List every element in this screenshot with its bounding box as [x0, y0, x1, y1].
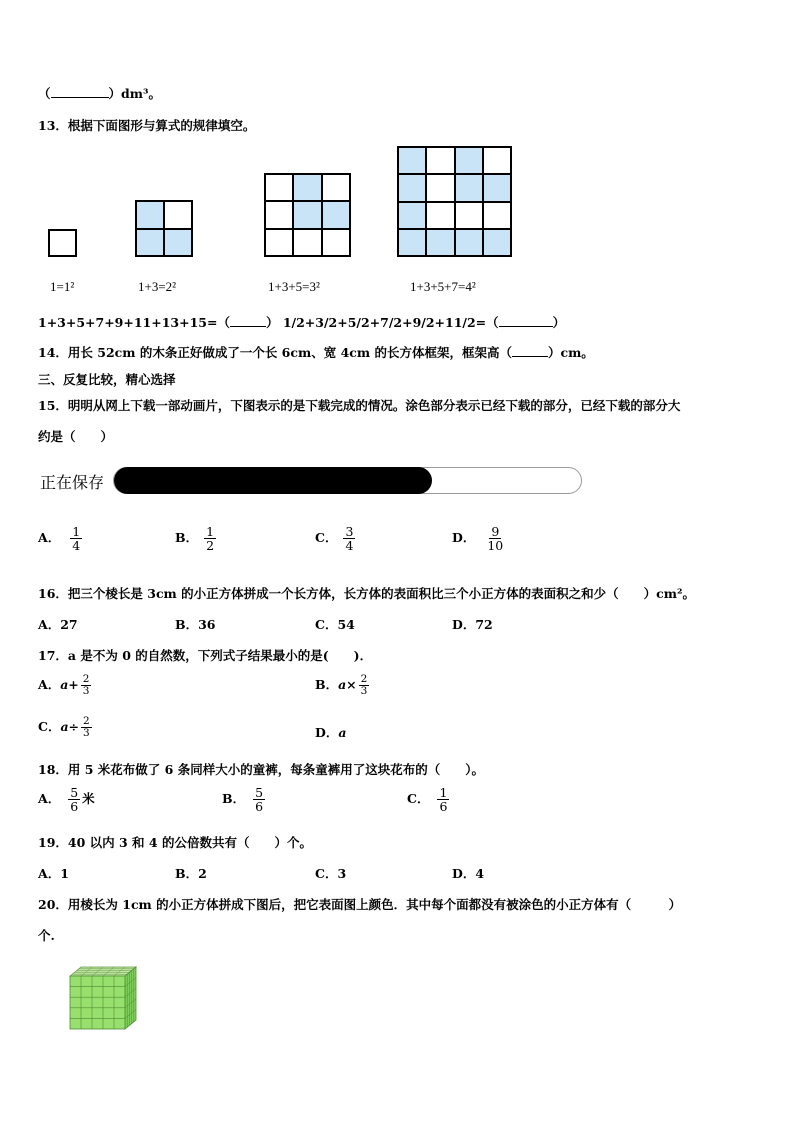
- q17-option-c[interactable]: C．a÷ $\frac{2}{3}$: [38, 715, 90, 740]
- q15-option-c[interactable]: C． $\frac{3}{4}$: [315, 524, 354, 554]
- q16-option-a[interactable]: A．27: [38, 617, 78, 632]
- square-3x3-figure: [264, 173, 351, 257]
- q17-option-a[interactable]: A．a+ $\frac{2}{3}$: [38, 673, 90, 698]
- q16-option-c[interactable]: C．54: [315, 617, 355, 632]
- answer-blank-half-sum[interactable]: [499, 326, 553, 327]
- q17-option-d[interactable]: D．a: [315, 725, 347, 740]
- question-15-line1: 15．明明从网上下载一部动画片，下图表示的是下载完成的情况。涂色部分表示已经下载的部分，已经下载的部分大: [38, 398, 681, 413]
- saving-label: 正在保存: [40, 473, 105, 492]
- q15-option-d[interactable]: D． $\frac{9}{10}$: [452, 524, 504, 554]
- question-15-line2: 约是（ ）: [38, 429, 114, 444]
- answer-blank-height[interactable]: [512, 356, 548, 357]
- q15-option-b[interactable]: B． $\frac{1}{2}$: [175, 524, 215, 554]
- q18-option-a[interactable]: A． $\frac{5}{6}$ 米: [38, 785, 95, 815]
- question-14: 14．用长 52cm 的木条正好做成了一个长 6cm、宽 4cm 的长方体框架，框架高（ ）cm。: [38, 345, 594, 360]
- q18-option-c[interactable]: C． $\frac{1}{6}$: [407, 785, 448, 815]
- answer-line-dm3: （ ）dm³。: [38, 86, 161, 101]
- question-20-line2: 个.: [38, 928, 55, 943]
- q19-option-a[interactable]: A．1: [38, 866, 69, 881]
- answer-blank[interactable]: [51, 97, 109, 98]
- cube-figure: [66, 964, 138, 1032]
- q18-option-b[interactable]: B． $\frac{5}{6}$: [222, 785, 264, 815]
- q16-option-d[interactable]: D．72: [452, 617, 493, 632]
- q19-option-d[interactable]: D．4: [452, 866, 485, 881]
- equation-3: 1+3+5=3²: [268, 279, 320, 294]
- answer-blank-sum[interactable]: [230, 326, 266, 327]
- equation-1: 1=1²: [50, 279, 75, 294]
- q19-option-b[interactable]: B．2: [175, 866, 207, 881]
- q19-option-c[interactable]: C．3: [315, 866, 347, 881]
- equation-4: 1+3+5+7=4²: [410, 279, 476, 294]
- question-18: 18．用 5 米花布做了 6 条同样大小的童裤，每条童裤用了这块花布的（ ）。: [38, 762, 484, 777]
- square-2x2-figure: [135, 200, 193, 257]
- q13-fill-line: 1+3+5+7+9+11+13+15=（ ） 1/2+3/2+5/2+7/2+9/2+11/2=（ ）: [38, 315, 566, 330]
- q17-option-b[interactable]: B．a× $\frac{2}{3}$: [315, 673, 368, 698]
- q16-option-b[interactable]: B．36: [175, 617, 216, 632]
- equation-2: 1+3=2²: [138, 279, 177, 294]
- download-progress-bar: [113, 467, 582, 494]
- question-17: 17．a 是不为 0 的自然数，下列式子结果最小的是( )．: [38, 648, 373, 663]
- section-heading-3: 三、反复比较，精心选择: [38, 372, 176, 387]
- question-16: 16．把三个棱长是 3cm 的小正方体拼成一个长方体，长方体的表面积比三个小正方体的表面积之和少（ ）cm²。: [38, 586, 695, 601]
- square-4x4-figure: [397, 146, 512, 257]
- question-20-line1: 20．用棱长为 1cm 的小正方体拼成下图后，把它表面图上颜色．其中每个面都没有被涂色的小正方体有（ ）: [38, 897, 682, 912]
- question-19: 19．40 以内 3 和 4 的公倍数共有（ ）个。: [38, 835, 312, 850]
- question-13-prompt: 13．根据下面图形与算式的规律填空。: [38, 118, 256, 133]
- q15-option-a[interactable]: A． $\frac{1}{4}$: [38, 524, 81, 554]
- square-1x1-figure: [48, 229, 77, 257]
- progress-fill: [114, 467, 432, 494]
